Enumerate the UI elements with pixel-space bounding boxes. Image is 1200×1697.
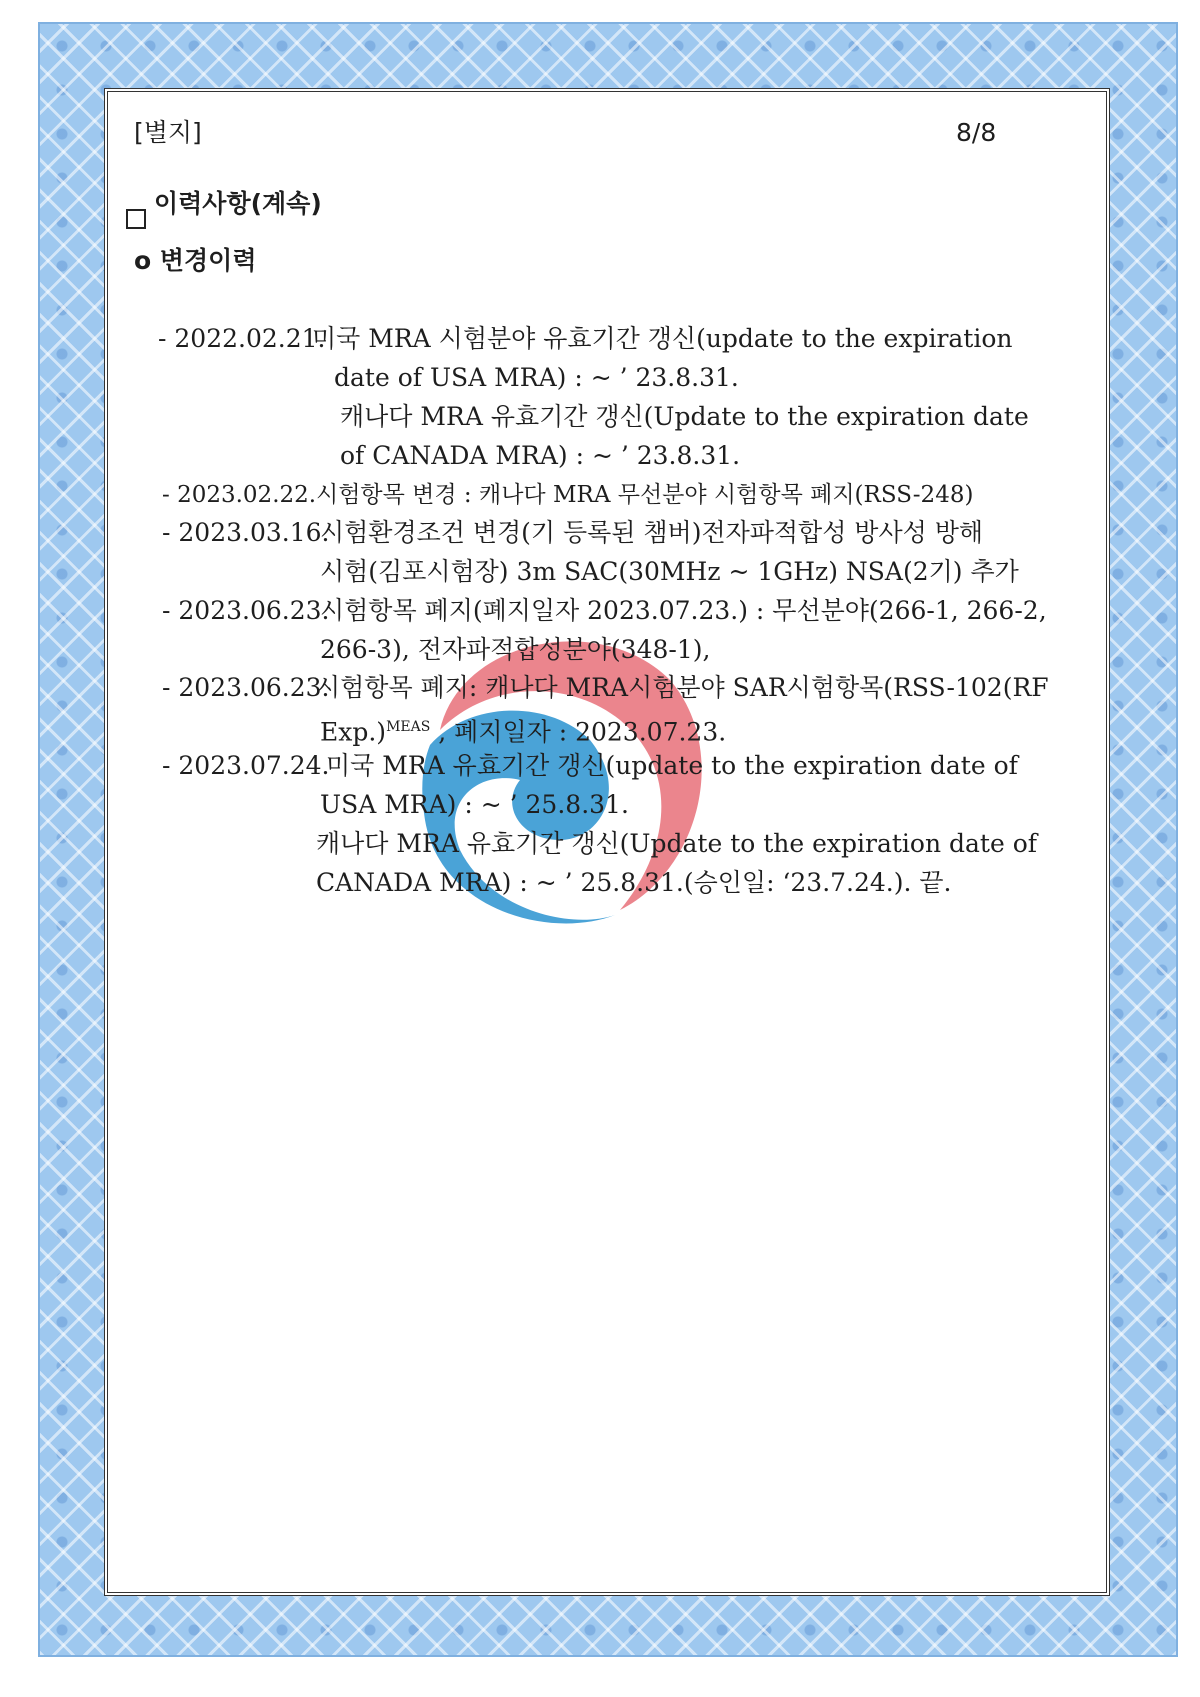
- entry-line: 미국 MRA 시험분야 유효기간 갱신(update to the expiration: [312, 324, 1013, 353]
- entry-line: 캐나다 MRA 유효기간 갱신(Update to the expiration date: [340, 402, 1029, 431]
- entry-line: 시험항목 폐지: 캐나다 MRA시험분야 SAR시험항목(RSS-102(RF: [316, 673, 1049, 702]
- page-number: 8/8: [956, 118, 997, 147]
- entry-date: - 2023.06.23.: [162, 673, 330, 702]
- entry-line: 시험환경조건 변경(기 등록된 챔버)전자파적합성 방사성 방해: [320, 518, 983, 547]
- section-title: 이력사항(계속): [154, 189, 322, 218]
- attachment-label: [별지]: [134, 118, 202, 147]
- entry-line: 시험항목 변경 : 캐나다 MRA 무선분야 시험항목 폐지(RSS-248): [316, 482, 974, 508]
- entry-date: - 2023.07.24.: [162, 751, 330, 780]
- entry-date: - 2022.02.21.: [158, 324, 326, 353]
- entry-line: USA MRA) : ~ ’ 25.8.31.: [320, 790, 629, 819]
- entry-date: - 2023.06.23.: [162, 596, 330, 625]
- section-subtitle: o 변경이력: [134, 246, 257, 275]
- checkbox-icon: [126, 209, 146, 229]
- entry-line: 시험항목 폐지(폐지일자 2023.07.23.) : 무선분야(266-1, 266-2,: [320, 596, 1047, 625]
- entry-line: Exp.)$^{MEAS}$ , 폐지일자 : 2023.07.23.: [320, 717, 727, 747]
- entry-line: 266-3), 전자파적합성분야(348-1),: [320, 635, 711, 664]
- entry-date: - 2023.02.22.: [162, 482, 317, 508]
- entry-date: - 2023.03.16.: [162, 518, 330, 547]
- entry-line: 미국 MRA 유효기간 갱신(update to the expiration date of: [326, 751, 1018, 780]
- entry-line: 시험(김포시험장) 3m SAC(30MHz ~ 1GHz) NSA(2기) 추가: [320, 557, 1019, 586]
- entry-line: of CANADA MRA) : ~ ’ 23.8.31.: [340, 441, 741, 470]
- entry-line: CANADA MRA) : ~ ’ 25.8.31.(승인일: ‘23.7.24.). 끝.: [316, 868, 952, 897]
- entry-line: 캐나다 MRA 유효기간 갱신(Update to the expiration date of: [316, 829, 1038, 858]
- entry-line: date of USA MRA) : ~ ’ 23.8.31.: [334, 363, 739, 392]
